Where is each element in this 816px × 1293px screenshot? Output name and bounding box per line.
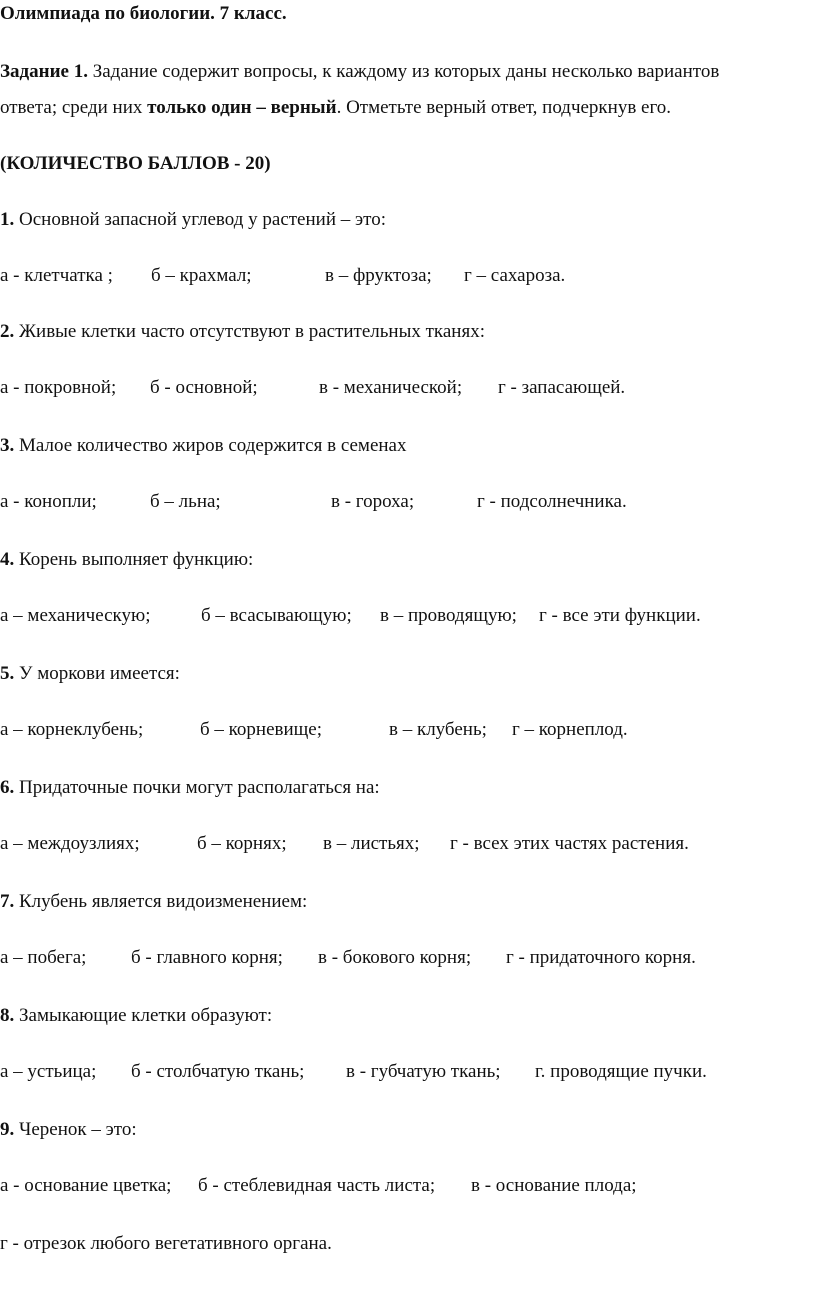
option-v[interactable]: в - основание плода; xyxy=(471,1175,637,1196)
option-g[interactable]: г - всех этих частях растения. xyxy=(450,833,689,854)
question-text: Основной запасной углевод у растений – это: xyxy=(14,209,386,230)
question-text: Клубень является видоизменением: xyxy=(14,891,308,912)
option-g[interactable]: г - придаточного корня. xyxy=(506,947,696,968)
option-a[interactable]: а - покровной; xyxy=(0,377,117,398)
question-text: Черенок – это: xyxy=(14,1119,137,1140)
option-v[interactable]: в - губчатую ткань; xyxy=(346,1061,501,1082)
question-8 xyxy=(0,1004,272,1028)
question-1 xyxy=(0,208,386,232)
task-intro-line-1 xyxy=(0,60,719,84)
document-title: Олимпиада по биологии. 7 класс. xyxy=(0,3,287,24)
option-g[interactable]: г - подсолнечника. xyxy=(477,491,627,512)
question-number: 1. xyxy=(0,209,15,230)
option-g[interactable]: г. проводящие пучки. xyxy=(535,1061,707,1082)
option-a[interactable]: а – механическую; xyxy=(0,605,151,626)
option-g[interactable]: г - отрезок любого вегетативного органа. xyxy=(0,1233,332,1254)
question-4 xyxy=(0,548,253,572)
question-number: 2. xyxy=(0,321,15,342)
option-g[interactable]: г - запасающей. xyxy=(498,377,626,398)
option-v[interactable]: в – фруктоза; xyxy=(325,265,432,286)
option-a[interactable]: а - основание цветка; xyxy=(0,1175,172,1196)
question-text: Придаточные почки могут располагаться на: xyxy=(14,777,380,798)
option-a[interactable]: а – устьица; xyxy=(0,1061,97,1082)
task-emphasis: только один – верный xyxy=(147,97,337,118)
option-a[interactable]: а – побега; xyxy=(0,947,87,968)
option-a[interactable]: а – междоузлиях; xyxy=(0,833,140,854)
question-number: 4. xyxy=(0,549,15,570)
task-text-part3: . Отметьте верный ответ, подчеркнув его. xyxy=(336,97,672,118)
question-number: 5. xyxy=(0,663,15,684)
question-3 xyxy=(0,434,406,458)
option-v[interactable]: в - механической; xyxy=(319,377,463,398)
option-g[interactable]: г - все эти функции. xyxy=(539,605,701,626)
question-2 xyxy=(0,320,485,344)
option-a[interactable]: а – корнеклубень; xyxy=(0,719,144,740)
question-number: 6. xyxy=(0,777,15,798)
question-text: Живые клетки часто отсутствуют в растительных тканях: xyxy=(14,321,485,342)
task-text-part1: Задание содержит вопросы, к каждому из которых даны несколько вариантов xyxy=(87,61,720,82)
score-heading: (КОЛИЧЕСТВО БАЛЛОВ - 20) xyxy=(0,153,271,174)
option-a[interactable]: а - конопли; xyxy=(0,491,97,512)
task-intro-line-2 xyxy=(0,96,671,120)
question-9 xyxy=(0,1118,137,1142)
option-b[interactable]: б – льна; xyxy=(150,491,221,512)
question-5 xyxy=(0,662,180,686)
option-b[interactable]: б - стеблевидная часть листа; xyxy=(198,1175,436,1196)
option-b[interactable]: б – корневище; xyxy=(200,719,323,740)
question-9-options-line-2 xyxy=(0,1232,332,1256)
question-7 xyxy=(0,890,307,914)
option-g[interactable]: г – корнеплод. xyxy=(512,719,628,740)
question-number: 7. xyxy=(0,891,15,912)
question-text: Замыкающие клетки образуют: xyxy=(14,1005,273,1026)
question-6 xyxy=(0,776,380,800)
option-g[interactable]: г – сахароза. xyxy=(464,265,566,286)
question-text: У моркови имеется: xyxy=(14,663,180,684)
option-b[interactable]: б – всасывающую; xyxy=(201,605,352,626)
task-label: Задание 1. xyxy=(0,61,88,82)
question-number: 8. xyxy=(0,1005,15,1026)
option-v[interactable]: в – клубень; xyxy=(389,719,487,740)
question-number: 3. xyxy=(0,435,15,456)
option-v[interactable]: в – проводящую; xyxy=(380,605,517,626)
option-a[interactable]: а - клетчатка ; xyxy=(0,265,113,286)
option-b[interactable]: б – корнях; xyxy=(197,833,287,854)
question-text: Малое количество жиров содержится в семенах xyxy=(14,435,407,456)
task-text-part2: ответа; среди них xyxy=(0,97,148,118)
option-b[interactable]: б - основной; xyxy=(150,377,258,398)
option-v[interactable]: в – листьях; xyxy=(323,833,420,854)
question-number: 9. xyxy=(0,1119,15,1140)
option-v[interactable]: в - бокового корня; xyxy=(318,947,472,968)
option-v[interactable]: в - гороха; xyxy=(331,491,415,512)
option-b[interactable]: б - столбчатую ткань; xyxy=(131,1061,305,1082)
question-text: Корень выполняет функцию: xyxy=(14,549,254,570)
option-b[interactable]: б – крахмал; xyxy=(151,265,252,286)
option-b[interactable]: б - главного корня; xyxy=(131,947,283,968)
